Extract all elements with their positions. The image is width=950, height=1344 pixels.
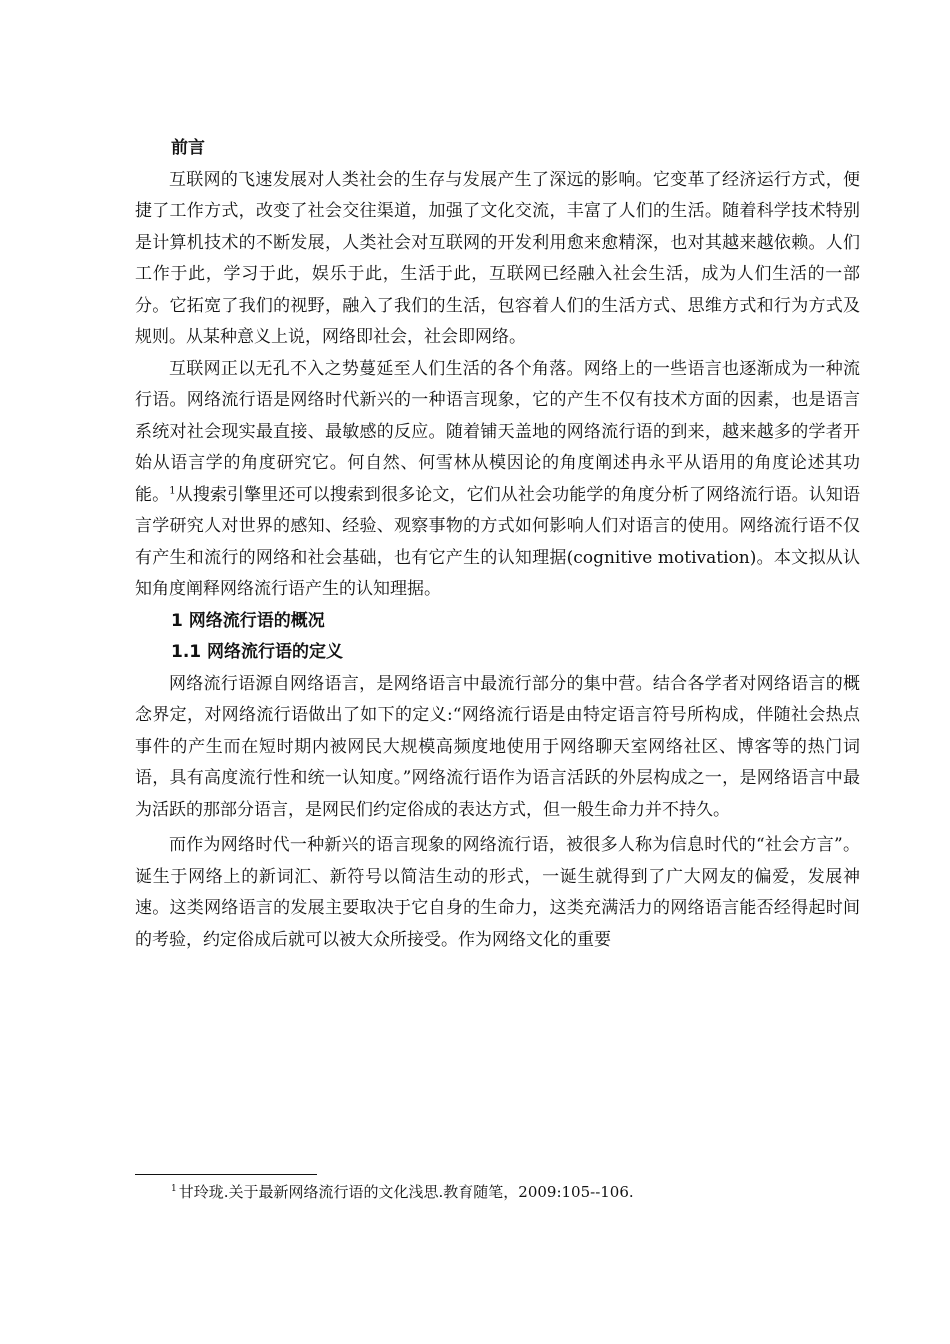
footnote-mark: 1 — [171, 1184, 177, 1194]
section-1-1-paragraph-2: 而作为网络时代一种新兴的语言现象的网络流行语，被很多人称为信息时代的“社会方言”。诞生于网络上的新词汇、新符号以简洁生动的形式，一诞生就得到了广大网友的偏爱，发展神速。这类网络语言的发展主要取决于它自身的生命力，这类充满活力的网络语言能否经得起时间的考验，约定俗成后就可以被大众所接受。作为网络文化的重要 — [135, 835, 860, 950]
preface-heading: 前言 — [171, 138, 205, 158]
section-1-1-paragraph-1: 网络流行语源自网络语言，是网络语言中最流行部分的集中营。结合各学者对网络语言的概念界定，对网络流行语做出了如下的定义:“网络流行语是由特定语言符号所构成，伴随社会热点事件的产生而在短时期内被网民大规模高频度地使用于网络聊天室网络社区、博客等的热门词语，具有高度流行性和统一认知度。”网络流行语作为语言活跃的外层构成之一，是网络语言中最为活跃的那部分语言，是网民们约定俗成的表达方式，但一般生命力并不持久。 — [135, 673, 860, 820]
preface-paragraph-1: 互联网的飞速发展对人类社会的生存与发展产生了深远的影响。它变革了经济运行方式，便捷了工作方式，改变了社会交往渠道，加强了文化交流，丰富了人们的生活。随着科学技术特别是计算机技术的不断发展，人类社会对互联网的开发利用愈来愈精深，也对其越来越依赖。人们工作于此，学习于此，娱乐于此，生活于此，互联网已经融入社会生活，成为人们生活的一部分。它拓宽了我们的视野，融入了我们的生活，包容着人们的生活方式、思维方式和行为方式及规则。从某种意义上说，网络即社会，社会即网络。 — [135, 169, 860, 347]
footnote — [171, 1180, 861, 1204]
preface-paragraph-2 — [135, 354, 860, 606]
preface-paragraph-2-part-b: 从搜索引擎里还可以搜索到很多论文，它们从社会功能学的角度分析了网络流行语。认知语言学研究人对世界的感知、经验、观察事物的方式如何影响人们对语言的使用。网络流行语不仅有产生和流行的网络和社会基础，也有它产生的认知理据(cognitive motivation)。本文拟从认知角度阐释网络流行语产生的认知理据。 — [135, 484, 861, 599]
section-1-heading: 1 网络流行语的概况 — [171, 610, 325, 631]
section-1-1-heading: 1.1 网络流行语的定义 — [171, 642, 344, 662]
body-text — [135, 133, 860, 956]
footnote-divider — [135, 1174, 317, 1175]
preface-paragraph-2-part-a: 互联网正以无孔不入之势蔓延至人们生活的各个角落。网络上的一些语言也逐渐成为一种流行语。网络流行语是网络时代新兴的一种语言现象，它的产生不仅有技术方面的因素，也是语言系统对社会现实最直接、最敏感的反应。随着铺天盖地的网络流行语的到来，越来越多的学者开始从语言学的角度研究它。何自然、何雪林从模因论的角度阐述冉永平从语用的角度论述其功能。 — [135, 358, 860, 505]
footnote-text: 甘玲珑.关于最新网络流行语的文化浅思.教育随笔，2009:105--106. — [178, 1183, 634, 1201]
footnote-reference: 1 — [169, 484, 176, 496]
